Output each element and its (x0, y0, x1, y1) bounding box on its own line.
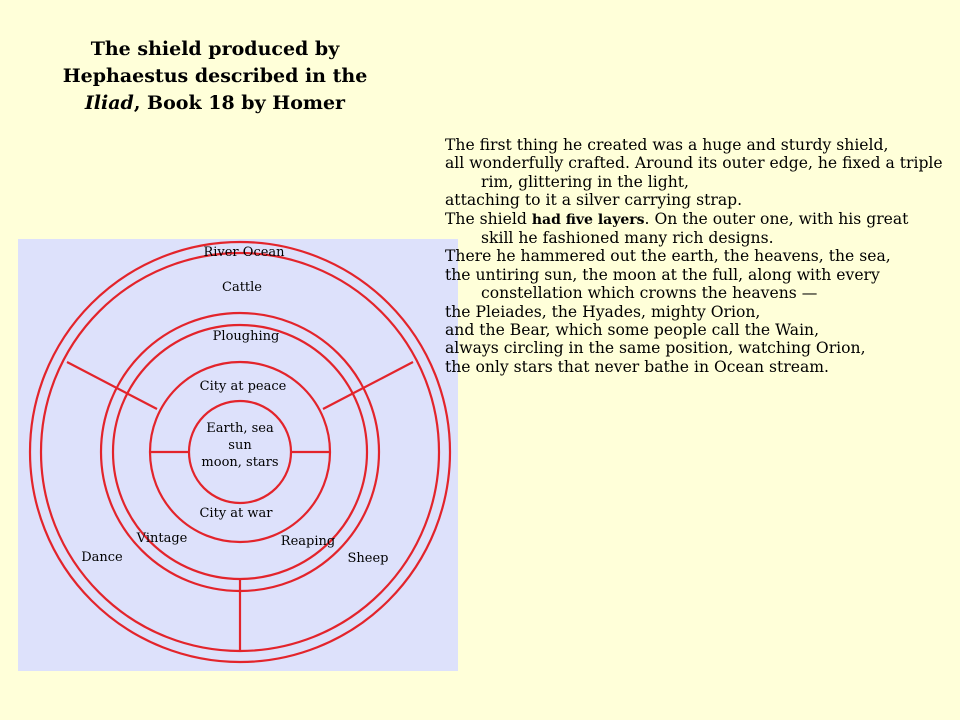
poem-line-6: the untiring sun, the moon at the full, along with every constellation which crowns the heavens — (445, 265, 880, 303)
title-line-1: The shield produced by (90, 38, 340, 60)
label-moon-stars: moon, stars (201, 455, 279, 470)
label-cattle: Cattle (222, 280, 262, 295)
poem-line-9: always circling in the same position, watching Orion, (445, 339, 866, 358)
poem-line-4-pre: The shield (445, 209, 532, 228)
poem-line-2: all wonderfully crafted. Around its outer edge, he fixed a triple rim, glittering in the light, (445, 154, 943, 191)
poem-line-7: the Pleiades, the Hyades, mighty Orion, (445, 302, 761, 321)
label-ploughing: Ploughing (212, 329, 280, 344)
poem-line-3: attaching to it a silver carrying strap. (445, 191, 743, 210)
poem-five-layers: had five layers (531, 211, 645, 228)
shield-rings-svg (18, 239, 458, 671)
title-line-2: Hephaestus described in the (62, 65, 368, 87)
poem-line-4 (445, 210, 945, 248)
poem-line-5: There he hammered out the earth, the heavens, the sea, (445, 247, 891, 266)
poem-line-1: The first thing he created was a huge and sturdy shield, (445, 136, 889, 154)
title-iliad: Iliad (84, 92, 134, 114)
label-river-ocean: River Ocean (203, 245, 285, 260)
label-city-war: City at war (199, 506, 273, 521)
iliad-excerpt (445, 136, 945, 376)
poem-line-8: and the Bear, which some people call the Wain, (445, 321, 820, 340)
shield-diagram (18, 239, 458, 671)
label-sheep: Sheep (347, 551, 389, 566)
label-reaping: Reaping (280, 534, 336, 549)
poem-line-10: the only stars that never bathe in Ocean stream. (445, 357, 830, 376)
label-city-peace: City at peace (199, 379, 287, 394)
label-sun: sun (228, 438, 252, 453)
slide-title (20, 36, 410, 117)
label-vintage: Vintage (136, 531, 188, 546)
poem-line-4-post: . On the outer one, with his great skill he fashioned many rich designs. (481, 209, 909, 248)
label-dance: Dance (81, 550, 123, 565)
label-earth-sea: Earth, sea (206, 421, 274, 436)
title-book: , Book 18 by Homer (133, 92, 346, 114)
title-line-3 (20, 90, 410, 117)
